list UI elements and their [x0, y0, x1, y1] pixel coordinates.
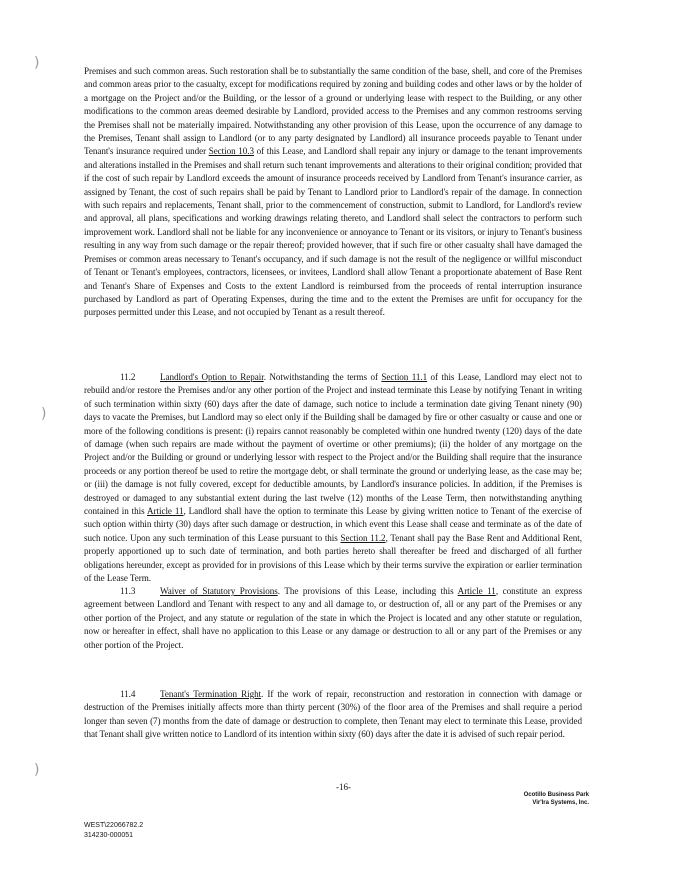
section-text: . The provisions of this Lease, including this: [277, 586, 458, 596]
section-heading: Waiver of Statutory Provisions: [160, 586, 278, 596]
section-text: . If the work of repair, reconstruction and restoration in connection with damage or destruction of the Premises initially affects more than thirty percent (30%) of the floor area of the Premises and shall require a period longer than seven (7) months from the date of damage or destruction to complete, then Tenant may elect to terminate this Lease, provided that Tenant shall give written notice to Landlord of its intention within sixty (60) days after the date it is advised of such repair period.: [84, 689, 582, 740]
footer-project-name: Ocotillo Business Park: [523, 792, 589, 798]
section-text: . Notwithstanding the terms of: [263, 372, 382, 382]
section-11-4: [84, 688, 582, 742]
margin-bracket-mark: ): [41, 406, 47, 422]
margin-bracket-mark: ): [34, 762, 40, 778]
section-number: 11.3: [120, 586, 136, 596]
section-number: 11.4: [120, 689, 136, 699]
paragraph-text: of this Lease, and Landlord shall repair any injury or damage to the tenant improvements and alterations installed in the Premises and shall return such tenant improvements and alterations to their original condition; provided that if the cost of such repair by Landlord exceeds the amount of insurance proceeds received by Landlord from Tenant's insurance carrier, as assigned by Tenant, the cost of such repairs shall be paid by Tenant to Landlord prior to Landlord's repair of the damage. In connection with such repairs and replacements, Tenant shall, prior to the commencement of construction, submit to Landlord, for Landlord's review and approval, all plans, specifications and working drawings relating thereto, and Landlord shall select the contractors to perform such improvement work. Landlord shall not be liable for any inconvenience or annoyance to Tenant or its visitors, or injury to Tenant's business resulting in any way from such damage or the repair thereof; provided however, that if such fire or other casualty shall have damaged the Premises or common areas necessary to Tenant's occupancy, and if such damage is not the result of the negligence or willful misconduct of Tenant or Tenant's employees, contractors, licensees, or invitees, Landlord shall allow Tenant a proportionate abatement of Base Rent and Tenant's Share of Expenses and Costs to the extent Landlord is reimbursed from the proceeds of rental interruption insurance purchased by Landlord as part of Operating Expenses, during the time and to the extent the Premises are unfit for occupancy for the purposes permitted under this Lease, and not occupied by Tenant as a result thereof.: [84, 146, 582, 318]
section-text: , Landlord shall have the option to terminate this Lease by giving written notice to Tenant of the exercise of such option within thirty (30) days after such damage or destruction, in which event this Lease shall cease and terminate as of the date of such notice. Upon any such termination of this Lease pursuant to this: [84, 506, 582, 543]
section-11-3: [84, 585, 582, 652]
section-text: , constitute an express agreement between Landlord and Tenant with respect to any and all damage to, or destruction of, all or any part of the Premises or any other portion of the Project, and any statute or regulation of the state in which the Project is located and any other statute or regulation, now or hereafter in effect, shall have no application to this Lease or any damage or destruction to all or any part of the Premises or any other portion of the Project.: [84, 586, 583, 650]
section-11-2: [84, 371, 582, 586]
footer-tenant-name: Vir'Ira Systems, Inc.: [532, 800, 589, 806]
cross-reference-section-10-3: Section 10.3: [208, 146, 254, 157]
footer-document-id: [84, 821, 143, 841]
page-number: -16-: [336, 782, 351, 792]
cross-reference-section-11-2: Section 11.2: [340, 532, 386, 543]
cross-reference-article-11: Article 11: [147, 506, 184, 517]
footer-matter-number: 314230-000051: [84, 832, 134, 839]
footer-doc-number: WEST\22066782.2: [84, 822, 144, 829]
section-text: of this Lease, Landlord may elect not to rebuild and/or restore the Premises and/or any other portion of the Project and instead terminate this Lease by notifying Tenant in writing of such termination within sixty (60) days after the date of damage, such notice to include a termination date giving Tenant ninety (90) days to vacate the Premises, but Landlord may so elect only if the Building shall be damaged by fire or other casualty or cause and one or more of the following conditions is present: (i) repairs cannot reasonably be completed within one hundred twenty (120) days of the date of damage (when such repairs are made without the payment of overtime or other premiums); (ii) the holder of any mortgage on the Project and/or the Building or ground or underlying lessor with respect to the Project and/or the Building shall require that the insurance proceeds or any portion thereof be used to retire the mortgage debt, or shall terminate the ground or underlying lease, as the case may be; or (iii) the damage is not fully covered, except for deductible amounts, by Landlord's insurance policies. In addition, if the Premises is destroyed or damaged to any substantial extent during the last twelve (12) months of the Lease Term, then notwithstanding anything contained in this: [84, 372, 582, 517]
cross-reference-article-11: Article 11: [457, 586, 496, 596]
cross-reference-section-11-1: Section 11.1: [381, 372, 428, 382]
section-number: 11.2: [120, 372, 136, 382]
paragraph-11-1-continuation: [84, 65, 582, 320]
section-heading: Landlord's Option to Repair: [160, 372, 264, 382]
section-text: , Tenant shall pay the Base Rent and Additional Rent, properly apportioned up to such date of termination, and both parties hereto shall thereafter be freed and discharged of all further obligations hereunder, except as provided for in provisions of this Lease which by their terms survive the expiration or earlier termination of the Lease Term.: [84, 532, 582, 584]
margin-bracket-mark: ): [34, 55, 40, 71]
section-heading: Tenant's Termination Right: [160, 689, 262, 699]
footer-project-info: [524, 791, 589, 807]
paragraph-text: Premises and such common areas. Such restoration shall be to substantially the same condition of the base, shell, and core of the Premises and common areas prior to the casualty, except for modifications required by zoning and building codes and other laws or by the holder of a mortgage on the Project and/or the Building, or the lessor of a ground or underlying lease with respect to the Building, or any other modifications to the common areas deemed desirable by Landlord, provided access to the Premises and any common restrooms serving the Premises shall not be materially impaired. Notwithstanding any other provision of this Lease, upon the occurrence of any damage to the Premises, Tenant shall assign to Landlord (or to any party designated by Landlord) all insurance proceeds payable to Tenant under Tenant's insurance required under: [84, 66, 582, 157]
